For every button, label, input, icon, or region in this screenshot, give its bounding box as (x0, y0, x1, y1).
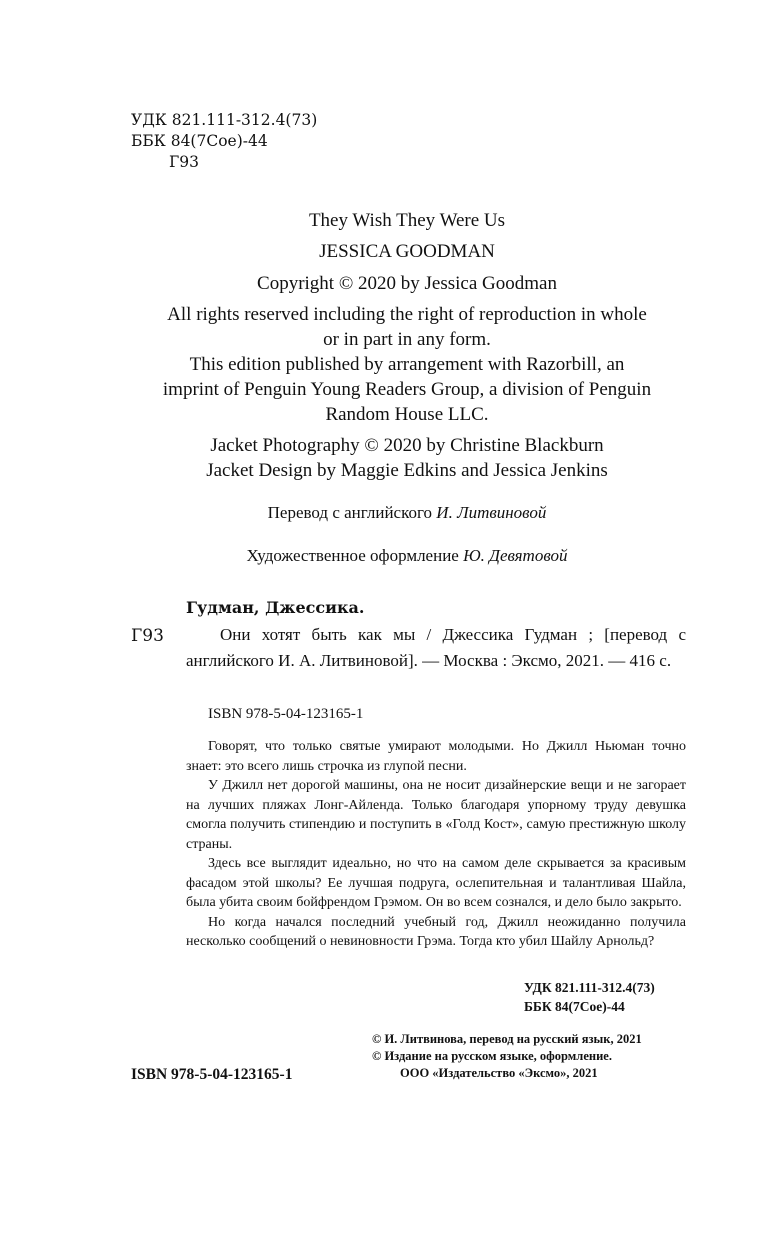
original-copyright: Copyright © 2020 by Jessica Goodman (257, 273, 557, 294)
copyright-block (372, 1031, 642, 1082)
translation-copyright: © И. Литвинова, перевод на русский язык, 2021 (372, 1032, 642, 1046)
translation-credit (120, 502, 694, 524)
photo-credit: Jacket Photography © 2020 by Christine Blackburn (210, 435, 604, 456)
jacket-credits (120, 433, 694, 483)
edition-line: This edition published by arrangement with Razorbill, an (189, 354, 625, 375)
bbk-code-bottom: ББК 84(7Сое)-44 (524, 999, 625, 1014)
publisher-copyright: ООО «Издательство «Эксмо», 2021 (400, 1066, 598, 1080)
design-credit: Jacket Design by Maggie Edkins and Jessica Jenkins (206, 460, 608, 481)
rights-line: or in part in any form. (323, 329, 491, 350)
isbn-bottom: ISBN 978-5-04-123165-1 (131, 1066, 293, 1083)
isbn-mid: ISBN 978-5-04-123165-1 (208, 706, 364, 722)
design-credit-ru (120, 545, 694, 567)
rights-notice (120, 302, 694, 427)
author-mark: Г93 (169, 153, 199, 171)
annotation-paragraph: У Джилл нет дорогой машины, она не носит дизайнерские вещи и не загорает на лучших пляжах Лонг-Айленда. Только благодаря упорному труду девушка смогла получить стипендию и поступить в «Голд Кост», самую престижную школу страны. (186, 778, 686, 852)
translator-name: И. Литвиновой (436, 503, 547, 522)
designer-name: Ю. Девятовой (463, 546, 568, 565)
annotation-paragraph: Говорят, что только святые умирают молодыми. Но Джилл Ньюман точно знает: это всего лишь строчка из глупой песни. (186, 739, 686, 774)
author-heading: Гудман, Джессика. (186, 598, 365, 617)
design-label: Художественное оформление (246, 546, 459, 565)
annotation-paragraph: Здесь все выглядит идеально, но что на самом деле скрывается за красивым фасадом этой школы? Ее лучшая подруга, ослепительная и талантливая Шайла, была убита своим бойфрендом Грэмом. Он во всем сознался, и дело было закрыто. (186, 856, 686, 910)
bibliographic-description: Они хотят быть как мы / Джессика Гудман ; [перевод с английского И. А. Литвиновой]. — Москва : Эксмо, 2021. — 416 с. (186, 625, 686, 670)
author-mark-mid: Г93 (131, 626, 164, 646)
annotation (186, 737, 686, 952)
original-author: JESSICA GOODMAN (319, 241, 495, 262)
bottom-classification-codes (524, 978, 655, 1016)
edition-line: imprint of Penguin Young Readers Group, a division of Penguin (162, 379, 652, 400)
edition-line: Random House LLC. (325, 404, 489, 425)
annotation-paragraph: Но когда начался последний учебный год, Джилл неожиданно получила несколько сообщений о невиновности Грэма. Тогда кто убил Шайлу Арнольд? (186, 914, 686, 949)
udk-code-bottom: УДК 821.111-312.4(73) (524, 980, 655, 995)
translation-label: Перевод с английского (267, 503, 433, 522)
rights-line: All rights reserved including the right of reproduction in whole (167, 304, 647, 325)
udk-code: УДК 821.111-312.4(73) (131, 111, 318, 129)
original-title: They Wish They Were Us (308, 210, 506, 231)
edition-copyright: © Издание на русском языке, оформление. (372, 1049, 612, 1063)
bbk-code: ББК 84(7Сое)-44 (131, 132, 268, 150)
top-classification-codes (131, 110, 317, 173)
